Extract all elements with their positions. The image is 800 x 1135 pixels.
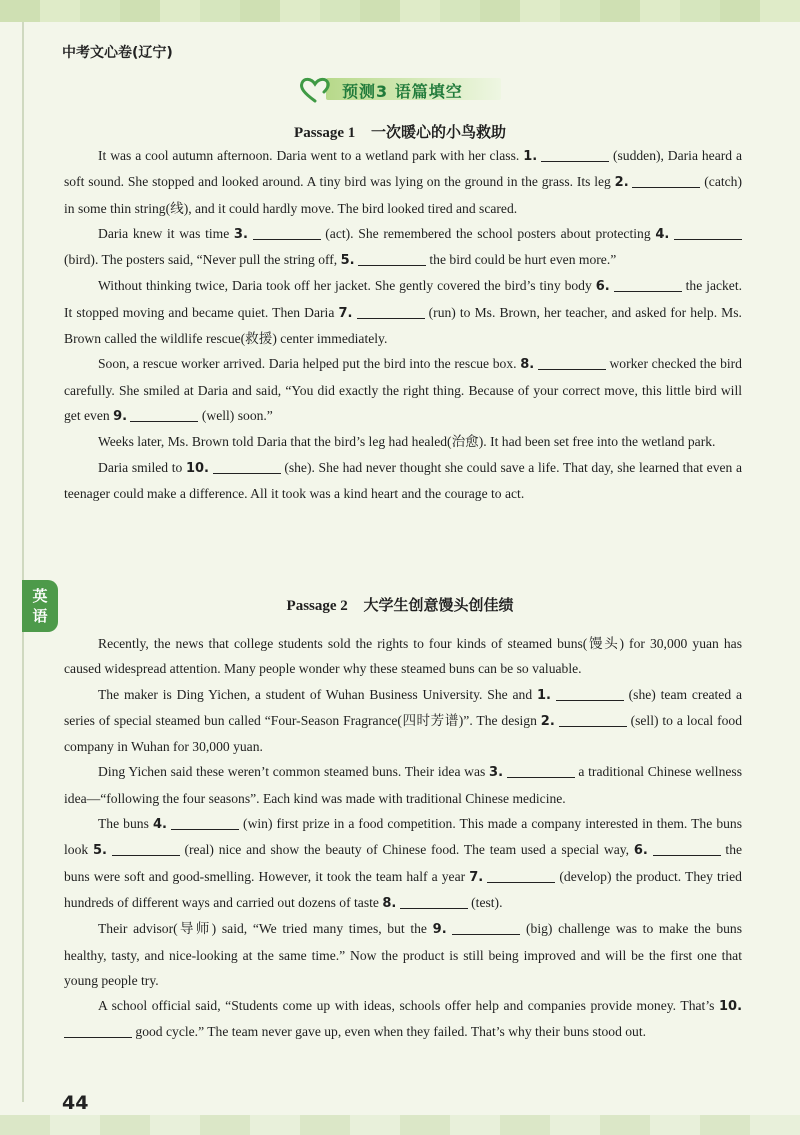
paragraph (64, 631, 742, 682)
text-run: Soon, a rescue worker arrived. Daria helped put the bird into the rescue box. (98, 356, 517, 372)
tab-char: 语 (32, 607, 48, 625)
answer-blank[interactable] (507, 763, 575, 778)
blank-number: 4. (152, 817, 167, 833)
blank-number: 10. (185, 460, 209, 476)
answer-blank[interactable] (614, 277, 682, 292)
text-run: (bird). The posters said, “Never pull the string off, (64, 252, 338, 268)
paragraph (64, 993, 742, 1045)
blank-number: 6. (595, 279, 610, 295)
blank-number: 7. (469, 869, 484, 885)
text-run: Without thinking twice, Daria took off her jacket. She gently covered the bird’s tiny body (98, 278, 592, 294)
passage2-heading (0, 594, 800, 615)
paragraph (64, 143, 742, 221)
answer-blank[interactable] (112, 841, 180, 856)
answer-blank[interactable] (357, 304, 425, 319)
text-run: (win) first prize in a food competition. This made a company interested in them. The buns look (64, 816, 742, 858)
book-title: 中考文心卷(辽宁) (62, 45, 173, 61)
text-run: It was a cool autumn afternoon. Daria went to a wetland park with her class. (98, 148, 520, 163)
text-run: (she) team created a series of special steamed bun called “Four-Season Fragrance(四时芳谱)”. The design (64, 686, 743, 728)
bottom-decorative-band (0, 1115, 800, 1135)
answer-blank[interactable] (538, 355, 606, 370)
answer-blank[interactable] (358, 251, 426, 266)
section-banner (298, 76, 503, 102)
blank-number: 2. (540, 713, 555, 729)
blank-number: 1. (536, 687, 551, 703)
page-number: 44 (62, 1092, 89, 1114)
paragraph (64, 455, 742, 507)
passage2-body (64, 631, 742, 1045)
text-run: the buns were soft and good-smelling. However, it took the team half a year (64, 842, 743, 884)
text-run: A school official said, “Students come up with ideas, schools offer help and companies provide money. That’s (98, 998, 715, 1014)
answer-blank[interactable] (400, 894, 468, 909)
passage1-body (64, 143, 742, 506)
text-run: good cycle.” The team never gave up, even when they failed. That’s why their buns stood out. (135, 1024, 647, 1040)
blank-number: 9. (113, 408, 128, 424)
text-run: (real) nice and show the beauty of Chinese food. The team used a special way, (184, 842, 630, 858)
blank-number: 5. (92, 843, 107, 859)
text-run: Weeks later, Ms. Brown told Daria that the bird’s leg had healed(治愈). It had been set free into the wetland park. (98, 434, 716, 450)
section-title: 预测3 语篇填空 (342, 82, 463, 101)
paragraph (64, 221, 742, 274)
text-run: (test). (471, 894, 503, 910)
blank-number: 6. (633, 843, 648, 859)
passage1-label: Passage 1 (294, 125, 356, 141)
paragraph (64, 273, 742, 351)
answer-blank[interactable] (556, 686, 624, 701)
text-run: Ding Yichen said these weren’t common steamed buns. Their idea was (98, 764, 486, 780)
text-run: (big) challenge was to make the buns healthy, tasty, and nice-looking at the same time.” Now the product is still being improved and will be the first one that young people try. (64, 921, 743, 988)
tab-char: 英 (32, 587, 48, 605)
blank-number: 8. (382, 895, 397, 911)
text-run: (well) soon.” (201, 407, 273, 423)
top-decorative-band (0, 0, 800, 22)
text-run: the jacket. It stopped moving and became quiet. Then Daria (64, 278, 743, 320)
passage1-title: 一次暖心的小鸟救助 (370, 123, 506, 141)
text-run: The buns (98, 816, 149, 832)
text-run: Daria smiled to (98, 459, 183, 475)
text-run: (sell) to a local food company in Wuhan for 30,000 yuan. (64, 712, 742, 755)
answer-blank[interactable] (253, 225, 321, 240)
left-margin-rule (22, 22, 24, 1102)
text-run: Recently, the news that college students sold the rights to four kinds of steamed buns(馒头) for 30,000 yuan has caused widespread attention. Many people wonder why these steamed buns can be so valuable. (64, 636, 742, 677)
answer-blank[interactable] (213, 459, 281, 474)
answer-blank[interactable] (452, 920, 520, 935)
blank-number: 8. (520, 357, 535, 373)
passage1-heading (0, 121, 800, 142)
answer-blank[interactable] (632, 173, 700, 188)
text-run: a traditional Chinese wellness idea—“following the four seasons”. Each kind was made with traditional Chinese medicine. (64, 764, 742, 806)
text-run: worker checked the bird carefully. She smiled at Daria and said, “You did exactly the right thing. Because of your correct move, this little bird will get even (64, 356, 742, 423)
passage2-label: Passage 2 (286, 598, 348, 614)
blank-number: 10. (718, 999, 743, 1015)
text-run: (catch) in some thin string(线), and it could hardly move. The bird looked tired and scared. (64, 174, 742, 216)
blank-number: 3. (489, 765, 504, 781)
blank-number: 7. (338, 305, 353, 321)
blank-number: 1. (523, 149, 538, 164)
blank-number: 3. (233, 226, 248, 242)
paragraph (64, 429, 742, 454)
answer-blank[interactable] (559, 712, 627, 727)
text-run: Their advisor(导师) said, “We tried many times, but the (98, 921, 427, 937)
paragraph (64, 351, 742, 429)
answer-blank[interactable] (541, 147, 609, 162)
text-run: (she). She had never thought she could save a life. That day, she learned that even a teenager could make a difference. All it took was a kind heart and the courage to act. (64, 459, 743, 501)
text-run: Daria knew it was time (98, 225, 230, 241)
text-run: (develop) the product. They tried hundreds of different ways and carried out dozens of taste (64, 868, 742, 910)
answer-blank[interactable] (130, 407, 198, 422)
text-run: the bird could be hurt even more.” (429, 252, 617, 268)
answer-blank[interactable] (64, 1023, 132, 1038)
text-run: (act). She remembered the school posters about protecting (325, 225, 651, 241)
heart-icon (298, 76, 332, 104)
text-run: The maker is Ding Yichen, a student of Wuhan Business University. She and (98, 686, 533, 702)
paragraph (64, 916, 742, 993)
paragraph (64, 811, 742, 916)
text-run: (run) to Ms. Brown, her teacher, and asked for help. Ms. Brown called the wildlife rescue(救援) center immediately. (64, 304, 742, 347)
answer-blank[interactable] (653, 841, 721, 856)
blank-number: 2. (614, 175, 629, 191)
blank-number: 5. (340, 253, 355, 269)
blank-number: 4. (655, 226, 670, 242)
answer-blank[interactable] (171, 815, 239, 830)
paragraph (64, 759, 742, 811)
answer-blank[interactable] (674, 225, 742, 240)
text-run: (sudden), Daria heard a soft sound. She stopped and looked around. A tiny bird was lying on the ground in the grass. Its leg (64, 148, 742, 190)
passage2-title: 大学生创意馒头创佳绩 (363, 596, 514, 614)
blank-number: 9. (432, 922, 447, 938)
answer-blank[interactable] (487, 868, 555, 883)
paragraph (64, 682, 742, 760)
